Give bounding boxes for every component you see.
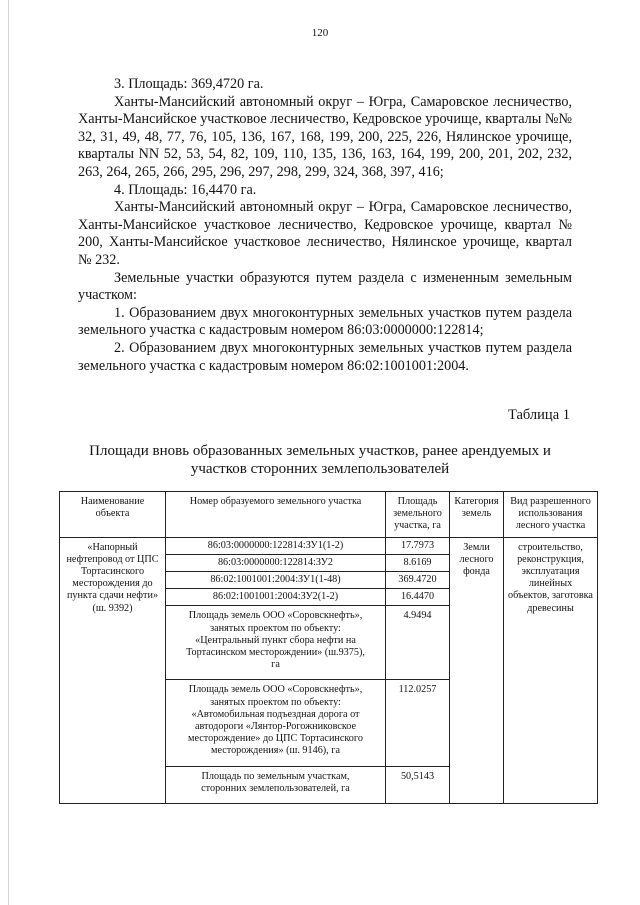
paragraph: 3. Площадь: 369,4720 га. — [114, 76, 264, 92]
header-category: Категория земель — [450, 492, 504, 538]
paragraph: 1. Образованием двух многоконтурных земельных участков путем раздела земельного участка с кадастровым номером 86:03:0000000:122814; — [78, 304, 572, 339]
paragraph: Земельные участки образуются путем раздела с измененным земельным участком: — [78, 269, 572, 304]
table-header-row — [60, 492, 598, 538]
category-cell: Земли лесного фонда — [450, 537, 504, 803]
area-cell: 369.4720 — [386, 572, 450, 589]
object-name-cell: «Напорный нефтепровод от ЦПС Тортасинского месторождения до пункта сдачи нефти» (ш. 9392) — [60, 537, 166, 803]
page-edge-line — [8, 0, 9, 905]
area-cell: 50,5143 — [386, 766, 450, 803]
area-cell: 8.6169 — [386, 554, 450, 571]
area-cell: 4.9494 — [386, 606, 450, 680]
area-cell: 16.4470 — [386, 589, 450, 606]
permitted-use-cell: строительство, реконструкция, эксплуатация линейных объектов, заготовка древесины — [504, 537, 598, 803]
plot-number-cell: 86:03:0000000:122814:ЗУ1(1-2) — [166, 537, 386, 554]
plot-number-cell: Площадь земель ООО «Соровскнефть», занятых проектом по объекту: «Автомобильная подъездная дорога от автодороги «Лянтор-Рогожниковское месторождение» до ЦПС Тортасинского месторождения» (ш. 9146), га — [166, 680, 386, 766]
area-cell: 17.7973 — [386, 537, 450, 554]
plot-number-cell: 86:02:1001001:2004:ЗУ1(1-48) — [166, 572, 386, 589]
header-object-name: Наименование объекта — [60, 492, 166, 538]
land-area-table — [59, 491, 598, 804]
table-label: Таблица 1 — [507, 407, 570, 423]
table-row — [60, 537, 598, 554]
header-plot-number: Номер образуемого земельного участка — [166, 492, 386, 538]
header-area: Площадь земельного участка, га — [386, 492, 450, 538]
plot-number-cell: 86:02:1001001:2004:ЗУ2(1-2) — [166, 589, 386, 606]
header-permitted-use: Вид разрешенного использования лесного участка — [504, 492, 598, 538]
paragraph: Ханты-Мансийский автономный округ – Югра, Самаровское лесничество, Ханты-Мансийское участковое лесничество, Кедровское урочище, кварталы №№ 32, 31, 49, 48, 77, 76, 105, 136, 167, 168, 199, 200, 225, 226, Нялинское урочище, кварталы NN 52, 53, 54, 82, 109, 110, 135, 136, 163, 164, 199, 200, 201, 202, 232, 263, 264, 265, 266, 295, 296, 297, 298, 299, 324, 368, 397, 416; — [78, 93, 572, 180]
area-cell: 112.0257 — [386, 680, 450, 766]
body-text — [78, 76, 572, 375]
paragraph: Ханты-Мансийский автономный округ – Югра, Самаровское лесничество, Ханты-Мансийское участковое лесничество, Кедровское урочище, квартал № 200, Ханты-Мансийское участковое лесничество, Нялинское урочище, квартал № 232. — [78, 199, 572, 268]
table-title: Площади вновь образованных земельных участков, ранее арендуемых и участков сторонних землепользователей — [89, 443, 551, 477]
page-number: 120 — [311, 27, 329, 39]
paragraph: 4. Площадь: 16,4470 га. — [114, 181, 257, 198]
plot-number-cell: Площадь земель ООО «Соровскнефть», занятых проектом по объекту: «Центральный пункт сбора нефти на Тортасинском месторождении» (ш.9375), га — [166, 606, 386, 680]
plot-number-cell: Площадь по земельным участкам, сторонних землепользователей, га — [166, 766, 386, 803]
paragraph: 2. Образованием двух многоконтурных земельных участков путем раздела земельного участка с кадастровым номером 86:02:1001001:2004. — [78, 339, 572, 374]
plot-number-cell: 86:03:0000000:122814:ЗУ2 — [166, 554, 386, 571]
